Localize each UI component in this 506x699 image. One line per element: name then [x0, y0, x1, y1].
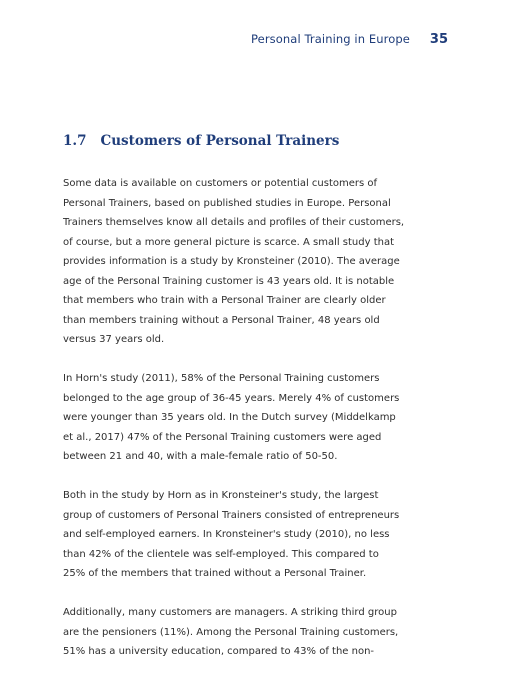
paragraph: [63, 486, 398, 584]
text-line: Some data is available on customers or potential customers of: [63, 178, 378, 189]
section-heading: [63, 133, 339, 149]
text-line: and self-employed earners. In Kronsteiner's study (2010), no less: [63, 529, 390, 540]
text-line: 25% of the members that trained without a Personal Trainer.: [63, 568, 367, 579]
text-line: of course, but a more general picture is scarce. A small study that: [63, 236, 395, 248]
text-line: In Horn's study (2011), 58% of the Personal Training customers: [63, 373, 380, 384]
text-line: provides information is a study by Kronsteiner (2010). The average: [63, 256, 400, 267]
running-title: Personal Training in Europe: [251, 32, 410, 46]
text-line: Personal Trainers, based on published studies in Europe. Personal: [63, 197, 391, 209]
text-line: et al., 2017) 47% of the Personal Training customers were aged: [63, 431, 382, 443]
body-text: [63, 174, 405, 681]
text-line: age of the Personal Training customer is 43 years old. It is notable: [63, 275, 395, 287]
paragraph: [63, 603, 398, 662]
text-line: between 21 and 40, with a male-female ratio of 50-50.: [63, 451, 338, 462]
page-number: 35: [429, 32, 448, 47]
text-line: group of customers of Personal Trainers consisted of entrepreneurs: [63, 509, 400, 521]
text-line: are the pensioners (11%). Among the Personal Training customers,: [63, 626, 399, 638]
text-line: were younger than 35 years old. In the Dutch survey (Middelkamp: [63, 412, 396, 423]
text-line: 51% has a university education, compared to 43% of the non-: [63, 646, 375, 657]
text-line: Both in the study by Horn as in Kronsteiner's study, the largest: [63, 490, 379, 501]
text-line: that members who train with a Personal Trainer are clearly older: [63, 295, 386, 306]
text-line: than 42% of the clientele was self-employed. This compared to: [63, 548, 379, 560]
text-line: than members training without a Personal Trainer, 48 years old: [63, 314, 380, 326]
text-line: Additionally, many customers are managers. A striking third group: [63, 607, 397, 618]
text-line: Trainers themselves know all details and profiles of their customers,: [63, 217, 405, 228]
paragraph: [63, 174, 405, 350]
paragraph: [63, 369, 398, 467]
section-number: 1.7: [63, 133, 87, 149]
text-line: versus 37 years old.: [63, 334, 165, 345]
section-title: Customers of Personal Trainers: [100, 133, 340, 149]
text-line: belonged to the age group of 36-45 years. Merely 4% of customers: [63, 392, 400, 404]
running-header: [251, 32, 448, 47]
